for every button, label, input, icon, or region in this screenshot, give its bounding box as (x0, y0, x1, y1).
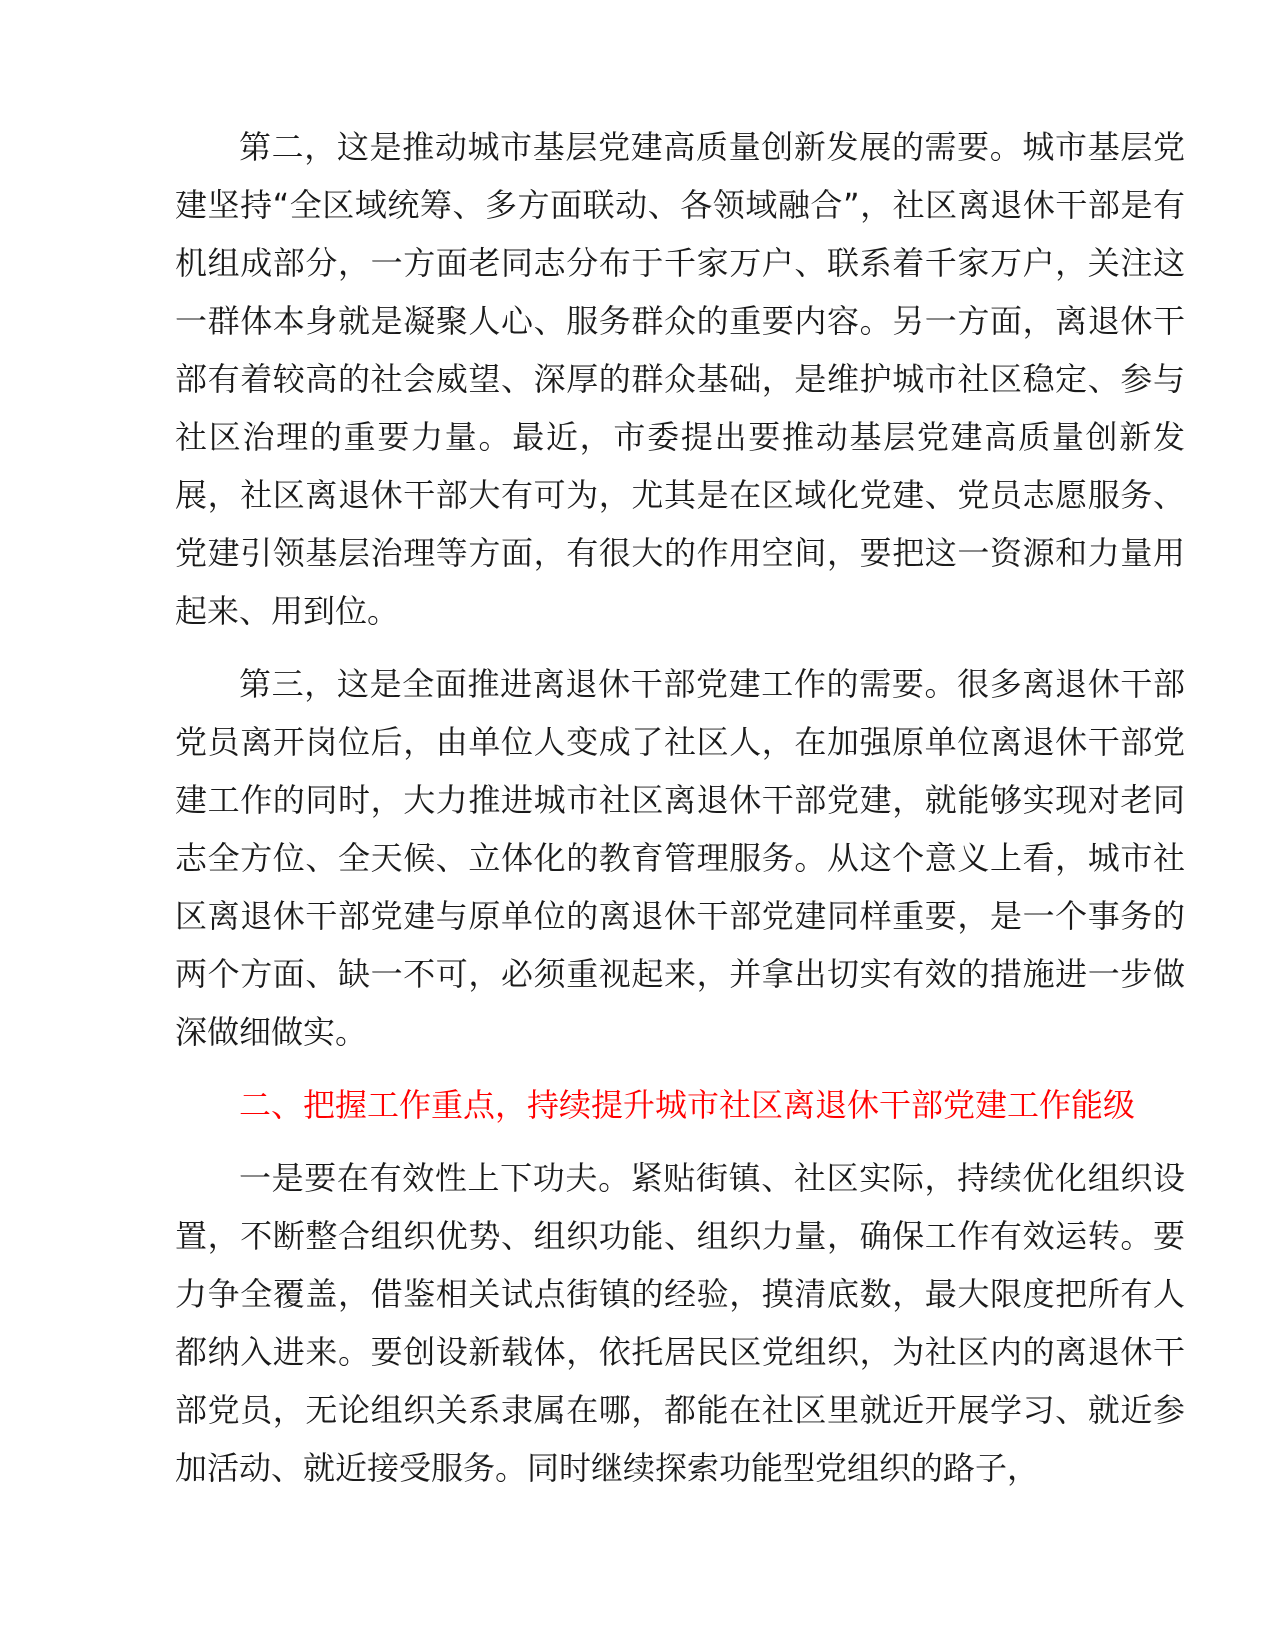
paragraph-third-point: 第三，这是全面推进离退休干部党建工作的需要。很多离退休干部党员离开岗位后，由单位人变成了社区人，在加强原单位离退休干部党建工作的同时，大力推进城市社区离退休干部党建，就能够实现对老同志全方位、全天候、立体化的教育管理服务。从这个意义上看，城市社区离退休干部党建与原单位的离退休干部党建同样重要，是一个事务的两个方面、缺一不可，必须重视起来，并拿出切实有效的措施进一步做深做细做实。 (175, 665, 1185, 1051)
paragraph-effectiveness: 一是要在有效性上下功夫。紧贴街镇、社区实际，持续优化组织设置，不断整合组织优势、组织功能、组织力量，确保工作有效运转。要力争全覆盖，借鉴相关试点街镇的经验，摸清底数，最大限度把所有人都纳入进来。要创设新载体，依托居民区党组织，为社区内的离退休干部党员，无论组织关系隶属在哪，都能在社区里就近开展学习、就近参加活动、就近接受服务。同时继续探索功能型党组织的路子， (175, 1159, 1185, 1487)
paragraph-second-point: 第二，这是推动城市基层党建高质量创新发展的需要。城市基层党建坚持“全区域统筹、多方面联动、各领域融合”，社区离退休干部是有机组成部分，一方面老同志分布于千家万户、联系着千家万户，关注这一群体本身就是凝聚人心、服务群众的重要内容。另一方面，离退休干部有着较高的社会威望、深厚的群众基础，是维护城市社区稳定、参与社区治理的重要力量。最近，市委提出要推动基层党建高质量创新发展，社区离退休干部大有可为，尤其是在区域化党建、党员志愿服务、党建引领基层治理等方面，有很大的作用空间，要把这一资源和力量用起来、用到位。 (175, 128, 1185, 630)
document-body (175, 118, 1185, 1512)
section-heading: 二、把握工作重点，持续提升城市社区离退休干部党建工作能级 (239, 1086, 1136, 1124)
